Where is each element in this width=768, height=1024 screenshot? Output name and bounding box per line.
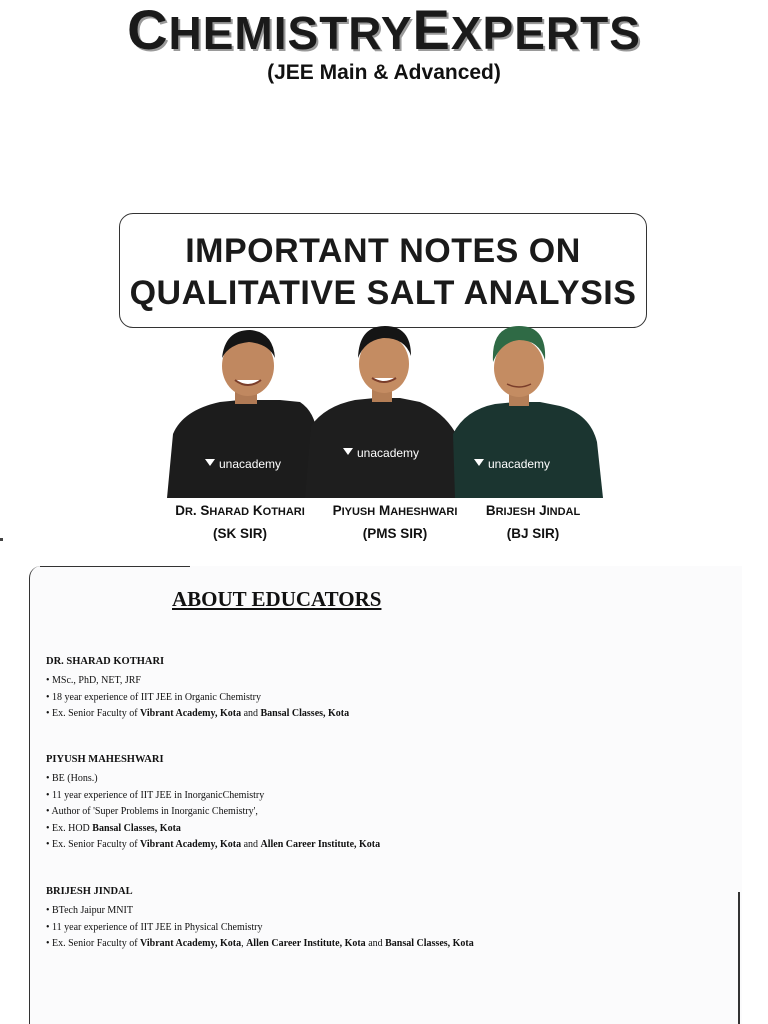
shirt-logo-3: unacademy <box>488 457 551 471</box>
caption-name: PIYUSH MAHESHWARI <box>332 503 458 518</box>
educator-brijesh-jindal <box>46 886 474 953</box>
educator-detail: • Author of 'Super Problems in Inorganic Chemistry', <box>46 806 258 817</box>
educator-detail: • BE (Hons.) <box>46 773 98 784</box>
educator-detail: • Ex. Senior Faculty of Vibrant Academy, Kota, Allen Career Institute, Kota and Bansal Classes, Kota <box>46 938 474 949</box>
shirt-logo-2: unacademy <box>357 446 420 460</box>
about-educators-heading: ABOUT EDUCATORS <box>172 587 382 611</box>
educator-name: PIYUSH MAHESHWARI <box>46 754 164 765</box>
shirt-logo-1: unacademy <box>219 457 282 471</box>
title-line-2: QUALITATIVE SALT ANALYSIS <box>129 274 637 312</box>
educator-detail: • Ex. Senior Faculty of Vibrant Academy, Kota and Allen Career Institute, Kota <box>46 839 381 850</box>
educator-figure-3 <box>453 326 603 498</box>
educator-name: BRIJESH JINDAL <box>46 886 133 897</box>
educator-name: DR. SHARAD KOTHARI <box>46 656 165 667</box>
notes-title-box <box>119 213 647 328</box>
caption-sharad-kothari <box>165 500 315 544</box>
caption-name: DR. SHARAD KOTHARI <box>175 503 305 518</box>
educator-detail: • BTech Jaipur MNIT <box>46 905 133 916</box>
educator-figure-2 <box>305 326 465 498</box>
margin-mark <box>0 538 3 541</box>
educator-detail: • 18 year experience of IIT JEE in Organic Chemistry <box>46 691 262 703</box>
educators-photo <box>165 322 605 500</box>
caption-alias: (SK SIR) <box>213 526 267 541</box>
educator-detail: • Ex. Senior Faculty of Vibrant Academy, Kota and Bansal Classes, Kota <box>46 708 350 719</box>
educator-detail: • 11 year experience of IIT JEE in Physical Chemistry <box>46 921 263 933</box>
caption-piyush-maheshwari <box>320 500 470 544</box>
panel-right-rule <box>738 892 740 1024</box>
brand-header <box>0 0 768 85</box>
educator-piyush-maheshwari <box>46 754 380 854</box>
caption-alias: (BJ SIR) <box>506 526 560 541</box>
caption-brijesh-jindal <box>468 500 598 544</box>
caption-alias: (PMS SIR) <box>362 526 428 541</box>
caption-name: BRIJESH JINDAL <box>485 503 581 518</box>
educator-figure-1 <box>167 330 320 498</box>
brand-title: CHEMISTRYEXPERTS <box>127 0 641 61</box>
brand-subtitle: (JEE Main & Advanced) <box>267 61 501 84</box>
educator-detail: • Ex. HOD Bansal Classes, Kota <box>46 822 181 834</box>
title-line-1: IMPORTANT NOTES ON <box>185 232 581 270</box>
educator-detail: • 11 year experience of IIT JEE in InorganicChemistry <box>46 789 265 801</box>
educator-detail: • MSc., PhD, NET, JRF <box>46 675 141 686</box>
panel-top-rule <box>40 566 190 567</box>
educator-sharad-kothari <box>46 656 349 723</box>
